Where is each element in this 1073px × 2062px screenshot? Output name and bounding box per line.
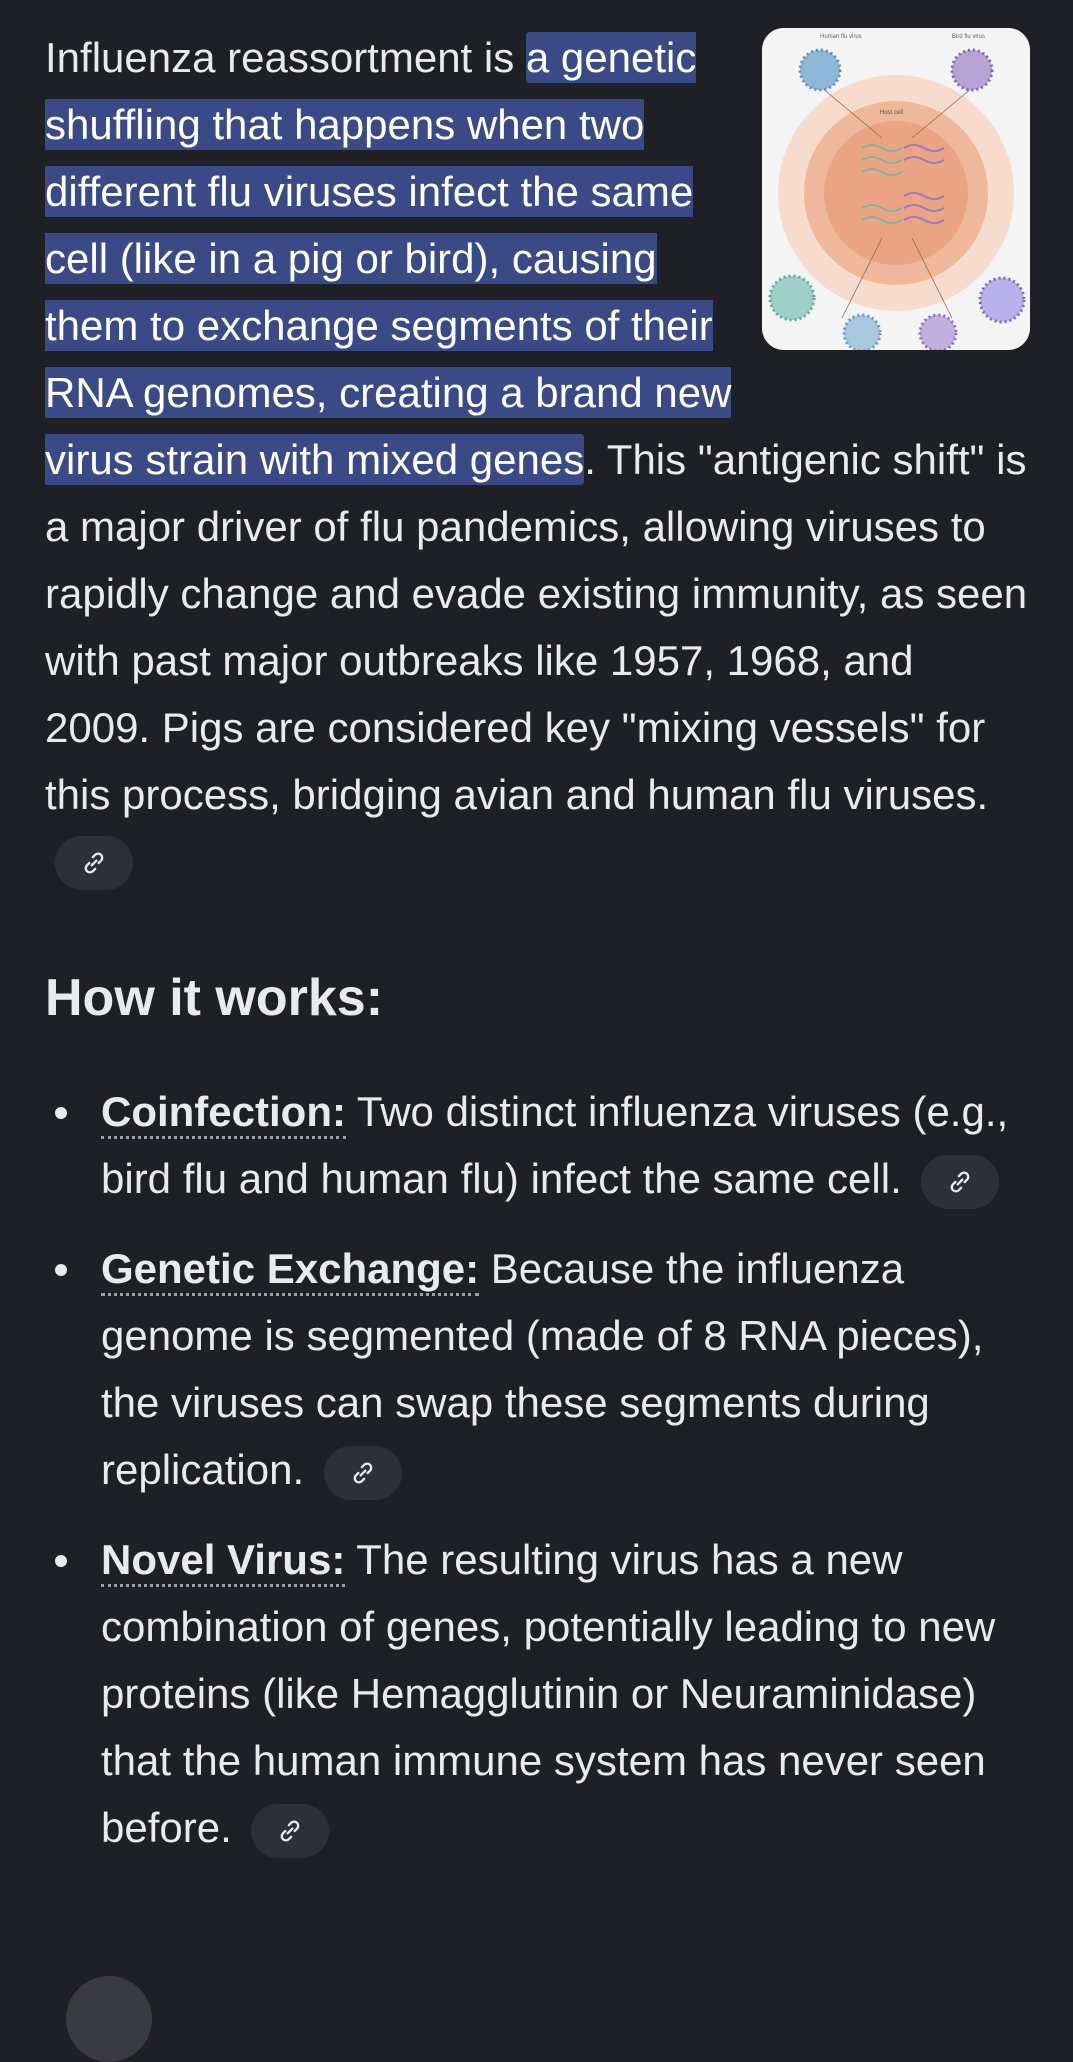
item-term[interactable]: Novel Virus: bbox=[101, 1536, 345, 1587]
intro-text-before: Influenza reassortment is bbox=[45, 34, 526, 81]
item-text: Two distinct influenza viruses (e.g., bird flu and human flu) infect the same cell. bbox=[101, 1088, 1009, 1202]
reassortment-diagram bbox=[762, 28, 1030, 350]
source-link-button[interactable] bbox=[251, 1804, 329, 1858]
reassortment-diagram-thumbnail[interactable] bbox=[762, 28, 1030, 350]
source-link-button[interactable] bbox=[324, 1446, 402, 1500]
bullet-dot bbox=[55, 1264, 67, 1276]
bullet-dot bbox=[55, 1107, 67, 1119]
answer-content bbox=[45, 24, 1030, 1884]
diagram-right-label: Bird flu virus bbox=[952, 34, 986, 40]
list-item bbox=[45, 1526, 1030, 1861]
how-it-works-list bbox=[45, 1078, 1030, 1861]
link-icon bbox=[80, 849, 108, 877]
diagram-cell-label: Host cell bbox=[880, 110, 904, 116]
intro-source-row bbox=[45, 828, 1030, 890]
link-icon bbox=[349, 1459, 377, 1487]
intro-text-after: . This "antigenic shift" is a major driver of flu pandemics, allowing viruses to rapidly change and evade existing immunity, as seen with past major outbreaks like 1957, 1968, and 2009. Pigs are considered key "mixing vessels" for this process, bridging avian and human flu viruses. bbox=[45, 436, 1028, 818]
intro-highlighted-text: a genetic shuffling that happens when two different flu viruses infect the same cell (like in a pig or bird), causing them to exchange segments of their RNA genomes, creating a brand new virus strain with mixed genes bbox=[45, 34, 732, 483]
link-icon bbox=[946, 1168, 974, 1196]
diagram-left-label: Human flu virus bbox=[820, 34, 862, 40]
bullet-dot bbox=[55, 1555, 67, 1567]
item-text: The resulting virus has a new combination of genes, potentially leading to new proteins (like Hemagglutinin or Neuraminidase) that the human immune system has never seen before. bbox=[101, 1536, 996, 1851]
list-item bbox=[45, 1235, 1030, 1503]
intro-paragraph bbox=[45, 24, 1030, 828]
section-heading: How it works: bbox=[45, 969, 384, 1027]
list-item bbox=[45, 1078, 1030, 1212]
source-link-button[interactable] bbox=[55, 836, 133, 890]
link-icon bbox=[276, 1817, 304, 1845]
item-term[interactable]: Genetic Exchange: bbox=[101, 1245, 479, 1296]
source-link-button[interactable] bbox=[921, 1155, 999, 1209]
floating-action-button[interactable] bbox=[66, 1976, 152, 2062]
item-text: Because the influenza genome is segmented (made of 8 RNA pieces), the viruses can swap these segments during replication. bbox=[101, 1245, 984, 1493]
item-term[interactable]: Coinfection: bbox=[101, 1088, 346, 1139]
